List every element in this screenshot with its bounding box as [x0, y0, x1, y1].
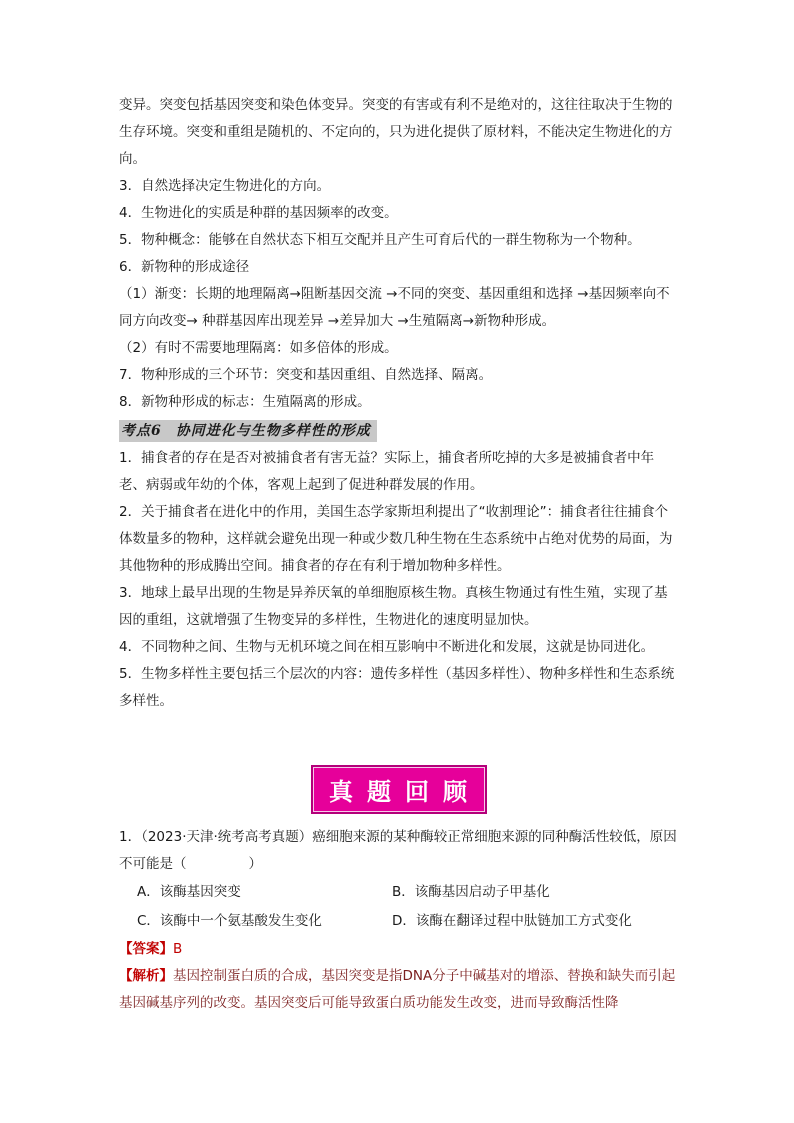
answer-label: 【答案】 — [119, 941, 173, 957]
section-label: 考点6 — [121, 423, 162, 439]
section-paragraph-4: 4．不同物种之间、生物与无机环境之间在相互影响中不断进化和发展，这就是协同进化。 — [119, 639, 655, 655]
document-content — [119, 92, 679, 1017]
paragraph-point-4: 4．生物进化的实质是种群的基因频率的改变。 — [119, 205, 398, 221]
option-a: A．该酶基因突变 — [137, 884, 241, 900]
question-stem — [119, 824, 679, 878]
option-c: C．该酶中一个氨基酸发生变化 — [137, 913, 322, 929]
answer-value: B — [173, 941, 183, 957]
analysis-label: 【解析】 — [119, 968, 173, 984]
paragraph-point-6: 6．新物种的形成途径 — [119, 259, 250, 275]
paragraph-point-6-2: （2）有时不需要地理隔离：如多倍体的形成。 — [119, 340, 398, 356]
paragraph-point-8: 8．新物种形成的标志：生殖隔离的形成。 — [119, 394, 371, 410]
answer-line — [119, 936, 679, 963]
question-stem-close: ） — [248, 856, 262, 872]
section-paragraph-1: 1．捕食者的存在是否对被捕食者有害无益？实际上，捕食者所吃掉的大多是被捕食者中年老、病弱或年幼的个体，客观上起到了促进种群发展的作用。 — [119, 450, 655, 493]
paragraph-mutation: 变异。突变包括基因突变和染色体变异。突变的有害或有利不是绝对的，这往往取决于生物的生存环境。突变和重组是随机的、不定向的，只为进化提供了原材料，不能决定生物进化的方向。 — [119, 97, 673, 167]
review-banner: 真题回顾 — [311, 765, 487, 814]
paragraph-point-3: 3．自然选择决定生物进化的方向。 — [119, 178, 331, 194]
section-paragraph-3: 3．地球上最早出现的生物是异养厌氧的单细胞原核生物。真核生物通过有性生殖，实现了基因的重组，这就增强了生物变异的多样性，生物进化的速度明显加快。 — [119, 585, 668, 628]
section-heading — [119, 420, 377, 442]
paragraph-point-6-1: （1）渐变：长期的地理隔离→阻断基因交流 →不同的突变、基因重组和选择 →基因频率向不同方向改变→ 种群基因库出现差异 →差异加大 →生殖隔离→新物种形成。 — [119, 286, 670, 329]
section-title-text: 协同进化与生物多样性的形成 — [175, 423, 371, 439]
paragraph-point-7: 7．物种形成的三个环节：突变和基因重组、自然选择、隔离。 — [119, 367, 493, 383]
option-b: B．该酶基因启动子甲基化 — [392, 884, 550, 900]
question-options — [119, 878, 679, 936]
option-d: D．该酶在翻译过程中肽链加工方式变化 — [392, 913, 632, 929]
question-stem-text: 1．（2023·天津·统考高考真题）癌细胞来源的某种酶较正常细胞来源的同种酶活性较低，原因不可能是（ — [119, 829, 677, 872]
paragraph-point-5: 5．物种概念：能够在自然状态下相互交配并且产生可育后代的一群生物称为一个物种。 — [119, 232, 641, 248]
analysis-line — [119, 963, 679, 1017]
banner-container — [119, 765, 679, 814]
analysis-text: 基因控制蛋白质的合成，基因突变是指DNA分子中碱基对的增添、替换和缺失而引起基因碱基序列的改变。基因突变后可能导致蛋白质功能发生改变，进而导致酶活性降 — [119, 968, 676, 1011]
section-paragraph-5: 5．生物多样性主要包括三个层次的内容：遗传多样性（基因多样性）、物种多样性和生态系统多样性。 — [119, 666, 675, 709]
section-paragraph-2: 2．关于捕食者在进化中的作用，美国生态学家斯坦利提出了“收割理论”：捕食者往往捕食个体数量多的物种，这样就会避免出现一种或少数几种生物在生态系统中占绝对优势的局面，为其他物种的形成腾出空间。捕食者的存在有利于增加物种多样性。 — [119, 504, 673, 574]
